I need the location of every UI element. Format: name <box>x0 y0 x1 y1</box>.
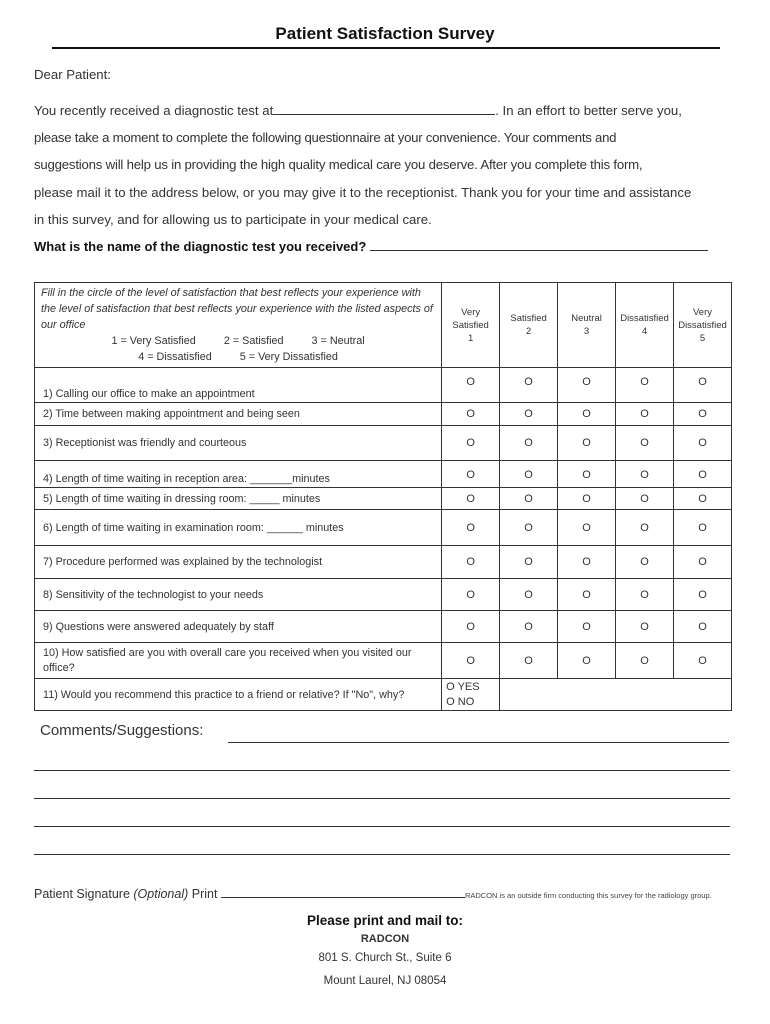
rating-legend-2 <box>41 349 435 365</box>
rating-circle-10-2[interactable]: O <box>500 643 558 679</box>
header-label: Neutral <box>571 313 602 324</box>
comments-line-5[interactable] <box>34 854 730 855</box>
instruction-cell <box>35 283 442 368</box>
rating-circle-9-4[interactable]: O <box>616 611 674 643</box>
question-7: 7) Procedure performed was explained by the technologist <box>35 546 442 579</box>
rating-circle-5-3[interactable]: O <box>558 488 616 510</box>
test-name-blank[interactable] <box>370 239 708 251</box>
comments-line-3[interactable] <box>34 798 730 799</box>
rating-circle-1-3[interactable]: O <box>558 368 616 403</box>
question-5: 5) Length of time waiting in dressing room: _____ minutes <box>35 488 442 510</box>
rating-circle-5-4[interactable]: O <box>616 488 674 510</box>
table-row <box>35 368 732 403</box>
legend-5: 5 = Very Dissatisfied <box>239 351 338 363</box>
intro-line-4: please mail it to the address below, or you may give it to the receptionist. Thank you for your time and assistance <box>34 185 692 200</box>
question-10: 10) How satisfied are you with overall care you received when you visited our office? <box>35 643 442 679</box>
rating-circle-9-2[interactable]: O <box>500 611 558 643</box>
table-row <box>35 643 732 679</box>
table-row <box>35 579 732 611</box>
rating-circle-4-4[interactable]: O <box>616 461 674 488</box>
recommend-empty-cell <box>500 679 732 711</box>
table-row <box>35 611 732 643</box>
rating-circle-6-3[interactable]: O <box>558 510 616 546</box>
table-row <box>35 510 732 546</box>
legend-2: 2 = Satisfied <box>223 335 284 347</box>
greeting: Dear Patient: <box>34 67 111 82</box>
rating-circle-2-4[interactable]: O <box>616 403 674 426</box>
header-num: 1 <box>467 332 474 344</box>
rating-legend <box>41 333 435 349</box>
question-11: 11) Would you recommend this practice to a friend or relative? If "No", why? <box>35 679 442 711</box>
rating-circle-3-1[interactable]: O <box>442 426 500 461</box>
rating-circle-6-4[interactable]: O <box>616 510 674 546</box>
header-num: 3 <box>583 326 590 337</box>
survey-title: Patient Satisfaction Survey <box>275 24 495 43</box>
intro-line-1 <box>34 103 682 118</box>
rating-circle-10-1[interactable]: O <box>442 643 500 679</box>
mail-name: RADCON <box>360 933 410 945</box>
rating-circle-7-2[interactable]: O <box>500 546 558 579</box>
rating-circle-9-5[interactable]: O <box>673 611 731 643</box>
header-very-dissatisfied <box>673 283 731 368</box>
table-row <box>35 403 732 426</box>
table-row-recommend <box>35 679 732 711</box>
rating-circle-8-1[interactable]: O <box>442 579 500 611</box>
mail-city: Mount Laurel, NJ 08054 <box>323 975 447 987</box>
header-label: Satisfied <box>510 313 547 324</box>
rating-circle-6-2[interactable]: O <box>500 510 558 546</box>
rating-circle-9-3[interactable]: O <box>558 611 616 643</box>
question-6: 6) Length of time waiting in examination room: ______ minutes <box>35 510 442 546</box>
rating-circle-6-1[interactable]: O <box>442 510 500 546</box>
satisfaction-table <box>34 282 732 711</box>
rating-circle-10-4[interactable]: O <box>616 643 674 679</box>
intro-line-1b: . In an effort to better serve you, <box>495 103 682 118</box>
question-1: 1) Calling our office to make an appointment <box>35 368 442 403</box>
rating-circle-10-5[interactable]: O <box>673 643 731 679</box>
rating-circle-2-1[interactable]: O <box>442 403 500 426</box>
title-underline <box>52 47 720 49</box>
rating-circle-4-3[interactable]: O <box>558 461 616 488</box>
intro-line-1a: You recently received a diagnostic test at <box>34 103 274 118</box>
radcon-note: RADCON is an outside firm conducting this survey for the radiology group. <box>464 891 712 900</box>
comments-line-1[interactable] <box>228 742 729 743</box>
rating-circle-5-5[interactable]: O <box>673 488 731 510</box>
intro-line-2: please take a moment to complete the following questionnaire at your convenience. Your comments and <box>34 130 617 145</box>
header-very-satisfied <box>442 283 500 368</box>
test-location-blank[interactable] <box>273 103 495 115</box>
rating-circle-1-2[interactable]: O <box>500 368 558 403</box>
intro-line-5: in this survey, and for allowing us to participate in your medical care. <box>34 212 432 227</box>
rating-circle-3-3[interactable]: O <box>558 426 616 461</box>
rating-circle-9-1[interactable]: O <box>442 611 500 643</box>
legend-1: 1 = Very Satisfied <box>111 335 196 347</box>
comments-label: Comments/Suggestions: <box>40 722 204 739</box>
mail-street: 801 S. Church St., Suite 6 <box>318 952 452 964</box>
rating-circle-3-4[interactable]: O <box>616 426 674 461</box>
signature-row <box>34 886 712 901</box>
header-neutral <box>558 283 616 368</box>
rating-circle-8-3[interactable]: O <box>558 579 616 611</box>
rating-circle-7-3[interactable]: O <box>558 546 616 579</box>
rating-circle-8-4[interactable]: O <box>616 579 674 611</box>
intro-line-3: suggestions will help us in providing the high quality medical care you deserve. After you complete this form, <box>34 157 643 172</box>
comments-line-4[interactable] <box>34 826 730 827</box>
table-row <box>35 461 732 488</box>
signature-label: Patient Signature <box>34 887 130 901</box>
rating-circle-6-5[interactable]: O <box>673 510 731 546</box>
header-num: 4 <box>641 326 648 337</box>
rating-circle-7-4[interactable]: O <box>616 546 674 579</box>
rating-circle-10-3[interactable]: O <box>558 643 616 679</box>
header-dissatisfied <box>616 283 674 368</box>
instruction-text: Fill in the circle of the level of satisfaction that best reflects your experience with the level of satisfaction that best reflects your experience with the listed aspects of our office <box>41 287 433 331</box>
rating-circle-3-2[interactable]: O <box>500 426 558 461</box>
rating-circle-2-2[interactable]: O <box>500 403 558 426</box>
test-name-question <box>34 239 708 254</box>
header-label: Very Dissatisfied <box>678 306 727 331</box>
rating-circle-8-5[interactable]: O <box>673 579 731 611</box>
legend-3: 3 = Neutral <box>311 335 365 347</box>
rating-circle-2-5[interactable]: O <box>673 403 731 426</box>
question-8: 8) Sensitivity of the technologist to your needs <box>35 579 442 611</box>
rating-circle-1-1[interactable]: O <box>442 368 500 403</box>
rating-circle-1-4[interactable]: O <box>616 368 674 403</box>
rating-circle-4-1[interactable]: O <box>442 461 500 488</box>
recommend-options <box>442 679 500 711</box>
rating-circle-2-3[interactable]: O <box>558 403 616 426</box>
rating-circle-4-5[interactable]: O <box>673 461 731 488</box>
mail-heading: Please print and mail to: <box>306 913 464 928</box>
rating-circle-1-5[interactable]: O <box>673 368 731 403</box>
rating-circle-5-2[interactable]: O <box>500 488 558 510</box>
comments-line-2[interactable] <box>34 770 730 771</box>
signature-blank[interactable] <box>221 886 465 898</box>
recommend-no-option[interactable]: O NO <box>446 695 475 708</box>
question-2: 2) Time between making appointment and being seen <box>35 403 442 426</box>
rating-circle-7-1[interactable]: O <box>442 546 500 579</box>
header-label: Dissatisfied <box>620 313 669 324</box>
table-row <box>35 426 732 461</box>
rating-circle-3-5[interactable]: O <box>673 426 731 461</box>
question-3: 3) Receptionist was friendly and courteous <box>35 426 442 461</box>
question-4: 4) Length of time waiting in reception area: _______minutes <box>35 461 442 488</box>
header-num: 2 <box>525 326 532 337</box>
legend-4: 4 = Dissatisfied <box>138 351 212 363</box>
rating-circle-8-2[interactable]: O <box>500 579 558 611</box>
table-row <box>35 546 732 579</box>
header-num: 5 <box>699 332 706 344</box>
rating-circle-7-5[interactable]: O <box>673 546 731 579</box>
header-label: Very Satisfied <box>452 306 489 331</box>
table-row <box>35 488 732 510</box>
signature-print: Print <box>191 887 218 901</box>
table-header-row <box>35 283 732 368</box>
header-satisfied <box>500 283 558 368</box>
question-9: 9) Questions were answered adequately by staff <box>35 611 442 643</box>
test-name-label: What is the name of the diagnostic test you received? <box>34 239 367 254</box>
signature-optional: (Optional) <box>133 887 189 901</box>
rating-circle-5-1[interactable]: O <box>442 488 500 510</box>
rating-circle-4-2[interactable]: O <box>500 461 558 488</box>
recommend-yes-option[interactable]: O YES <box>446 680 480 693</box>
